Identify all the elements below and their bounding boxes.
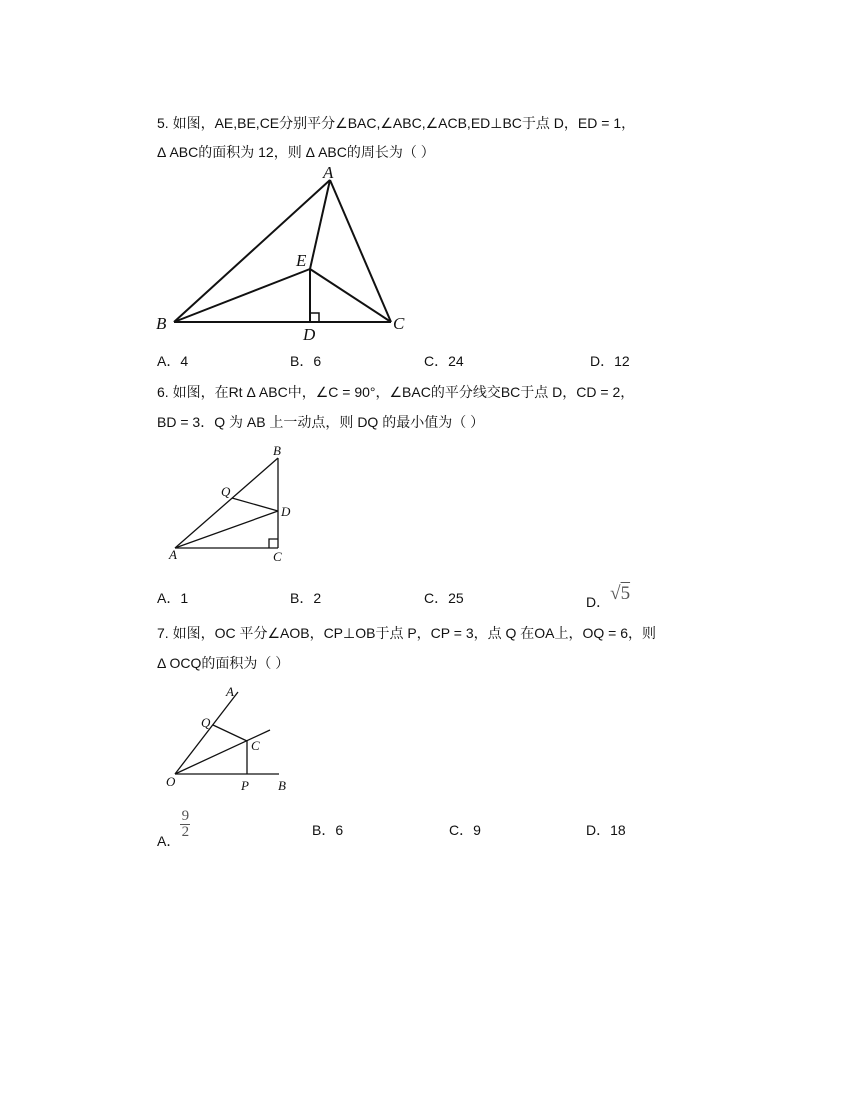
q6-figure [165,442,300,567]
q7-segment-qc [213,725,247,741]
q7-figure [163,684,298,799]
q5-line2: Δ ABC的面积为 12，则 Δ ABC的周长为（ ） [157,144,435,160]
q5-option-b[interactable]: B．6 [290,353,322,369]
q5-figure [150,160,420,345]
q5-right-angle-mark [310,313,319,322]
q6-right-angle-mark [269,539,278,548]
q6-option-d[interactable]: D．√5 [586,583,631,610]
q5-option-d[interactable]: D．12 [590,353,630,369]
q5-segment-ab [174,180,330,322]
q6-option-d-sqrt: √5 [610,583,631,604]
q7-label-b: B [278,778,286,793]
q6-label-q: Q [221,484,231,499]
q6-option-c[interactable]: C．25 [424,590,464,606]
q7-line2: Δ OCQ的面积为（ ） [157,655,290,671]
q6-label-c: C [273,549,282,564]
q6-line1: 6. 如图，在Rt Δ ABC中，∠C = 90°，∠BAC的平分线交BC于点 D，CD = 2， [157,384,635,400]
q6-segment-ad [175,511,278,548]
q6-option-b[interactable]: B．2 [290,590,322,606]
q6-option-a[interactable]: A．1 [157,590,189,606]
q6-label-a: A [169,547,177,562]
q7-option-a[interactable]: A．$\frac{9}{2}$ [157,808,190,850]
q7-label-q: Q [201,715,211,730]
q5-segment-ac [330,180,391,322]
q6-line2: BD = 3．Q 为 AB 上一动点，则 DQ 的最小值为（ ） [157,414,485,430]
q6-segment-qd [232,498,278,511]
q6-label-d: D [281,504,291,519]
q5-label-e: E [296,251,307,270]
q5-label-c: C [393,314,405,333]
q7-option-a-fraction: $\frac{9}{2}$ [181,808,190,840]
q7-label-p: P [241,778,249,793]
q5-line1: 5. 如图，AE,BE,CE分别平分∠BAC,∠ABC,∠ACB,ED⊥BC于点 D，ED = 1， [157,115,636,131]
q5-segment-be [174,269,310,322]
q5-segment-ae [310,180,330,269]
q7-option-c[interactable]: C．9 [449,822,481,838]
q5-option-a[interactable]: A．4 [157,353,189,369]
q7-option-d[interactable]: D．18 [586,822,626,838]
q6-segment-ab [175,458,278,548]
q5-option-c[interactable]: C．24 [424,353,464,369]
q7-label-a: A [226,684,234,699]
q6-label-b: B [273,443,281,458]
q5-label-a: A [323,163,334,182]
q7-option-b[interactable]: B．6 [312,822,344,838]
q7-label-c: C [251,738,260,753]
q7-line1: 7. 如图，OC 平分∠AOB，CP⊥OB于点 P，CP = 3，点 Q 在OA上，OQ = 6，则 [157,625,657,641]
q5-label-b: B [156,314,167,333]
q7-label-o: O [166,774,176,789]
q5-label-d: D [303,325,316,344]
